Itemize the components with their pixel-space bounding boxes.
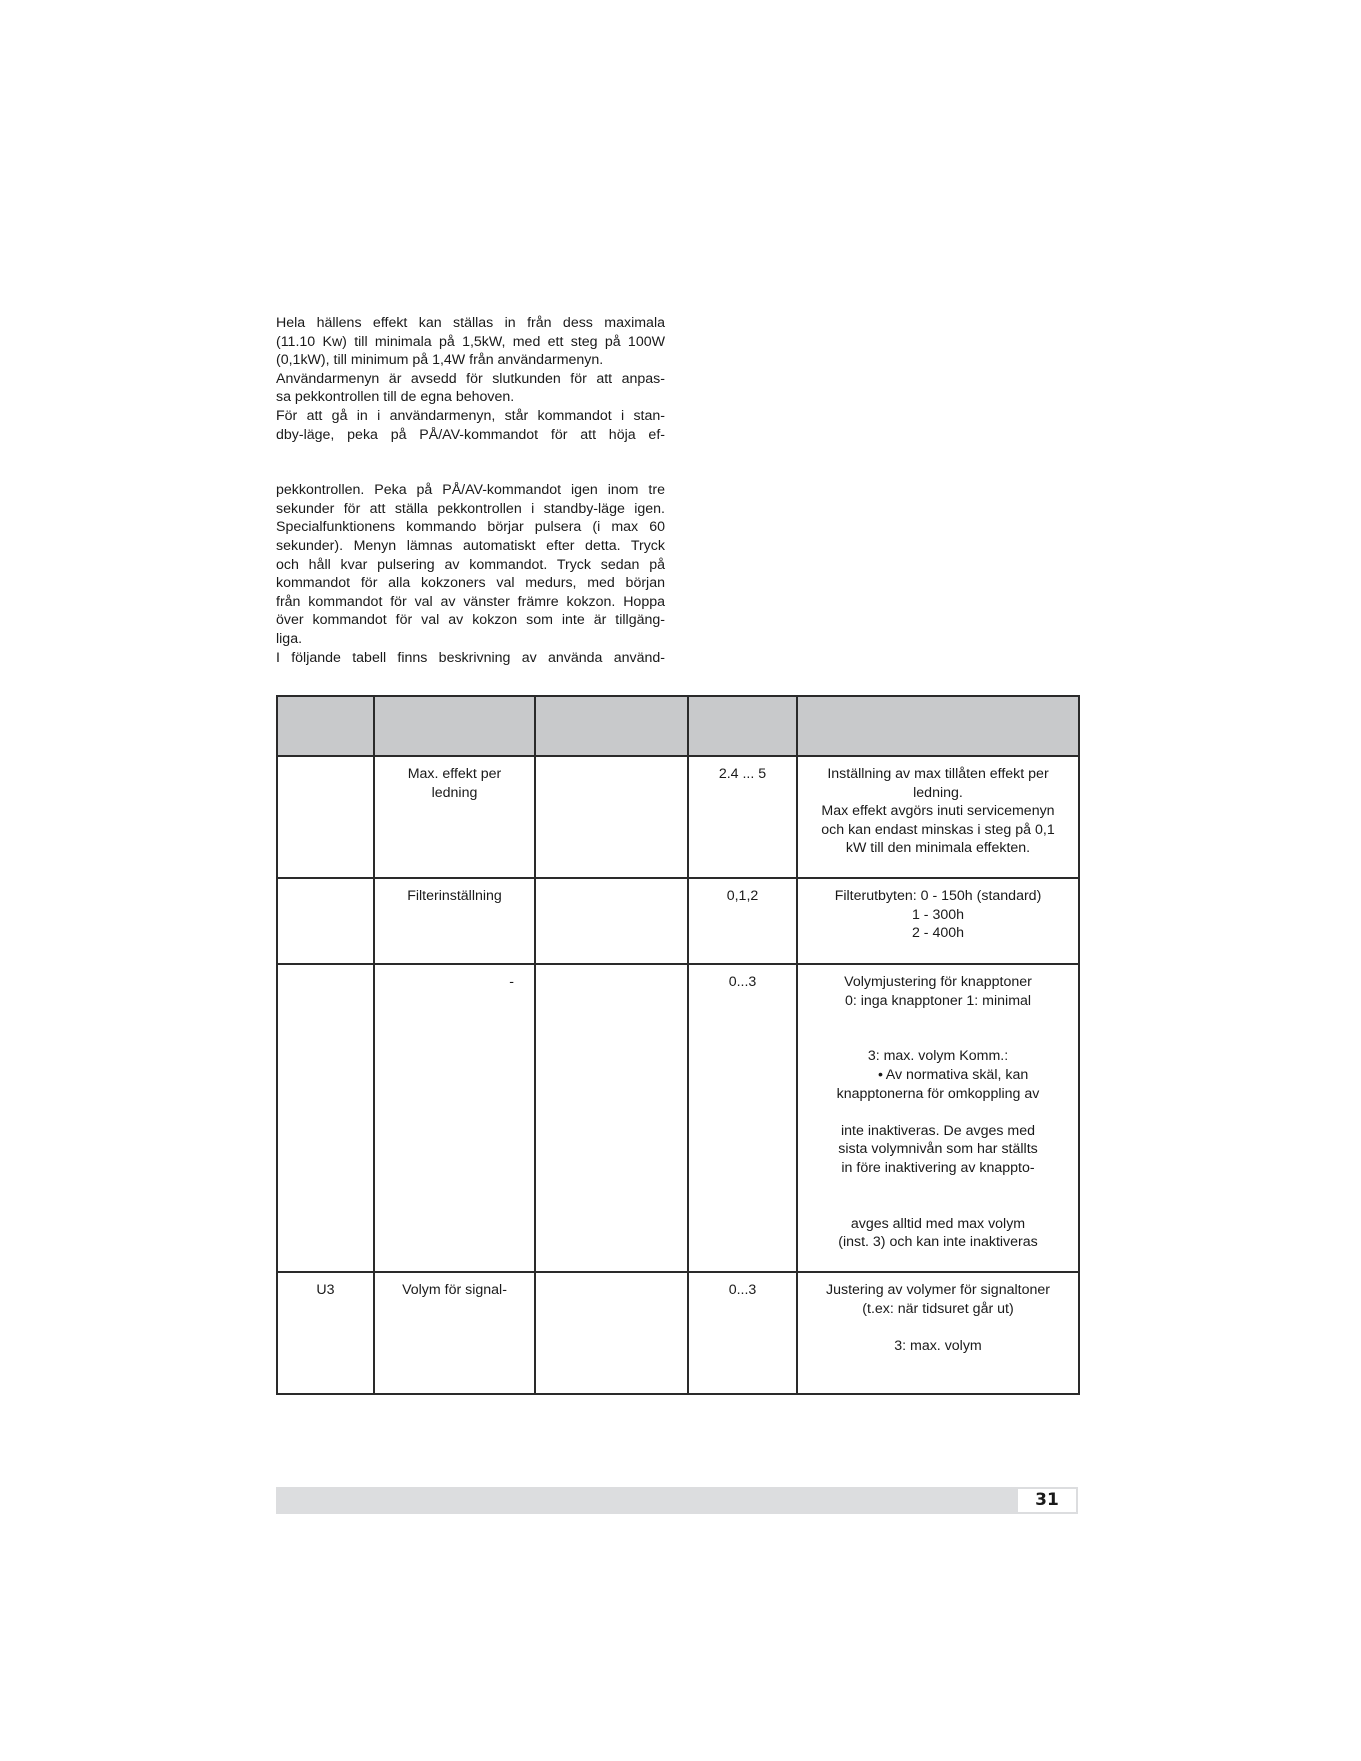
desc-line: Max effekt avgörs inuti servicemenyn [821,803,1055,820]
name-line: Max. effekt per [407,766,502,782]
intro-line: sekunder för att ställa pekkontrollen i standby-läge igen. [276,500,665,517]
desc-line: Av normativa skäl, kan [885,1066,1029,1083]
range-cell: 0...3 [688,964,797,1272]
intro-line: Hela hällens effekt kan ställas in från dess maximala [276,315,665,331]
empty-cell [535,878,688,964]
user-menu-table [276,695,1080,1395]
desc-line: 3: max. volym [894,1337,982,1354]
table-row [277,878,1079,964]
header-cell [374,696,535,756]
footer-bar [276,1487,1078,1514]
desc-cell [797,1272,1079,1394]
desc-line: ledning. [913,784,963,801]
intro-line: Specialfunktionens kommando börjar pulsera (i max 60 [276,519,665,536]
code-cell [277,756,374,878]
empty-cell [535,756,688,878]
intro-line: sekunder). Menyn lämnas automatiskt efter detta. Tryck [276,537,665,554]
desc-line: avges alltid med max volym [850,1215,1026,1232]
range-cell: 0,1,2 [688,878,797,964]
header-cell [797,696,1079,756]
intro-line: och håll kvar pulsering av kommandot. Tryck sedan på [276,556,665,573]
desc-line: kW till den minimala effekten. [845,840,1031,857]
intro-line: liga. [276,630,303,647]
header-cell [688,696,797,756]
desc-line: Justering av volymer för signaltoner [826,1282,1050,1298]
desc-line: knapptonerna för omkoppling av [836,1085,1040,1102]
desc-line: 0: inga knapptoner 1: minimal [844,992,1032,1009]
desc-line: Volymjustering för knapptoner [844,974,1032,990]
name-cell: Filterinställning [374,878,535,964]
desc-cell [797,878,1079,964]
empty-cell [535,964,688,1272]
intro-line: sa pekkontrollen till de egna behoven. [276,389,515,406]
code-cell: U3 [277,1272,374,1394]
intro-line: För att gå in i användarmenyn, står kommandot i stan- [276,407,665,424]
desc-line: inte inaktiveras. De avges med [841,1122,1035,1139]
table-row [277,756,1079,878]
desc-line: 1 - 300h [911,906,965,923]
empty-cell [535,1272,688,1394]
intro-line: över kommandot för val av kokzon som inte är tillgäng- [276,612,665,629]
table-row [277,964,1079,1272]
header-cell [277,696,374,756]
range-cell: 2.4 ... 5 [688,756,797,878]
table-header-row [277,696,1079,756]
name-cell: - [374,964,535,1272]
header-cell [535,696,688,756]
desc-line: Inställning av max tillåten effekt per [827,766,1049,782]
intro-line: kommandot för alla kokzoners val medurs, med början [276,575,665,592]
code-cell [277,964,374,1272]
bullet-icon: • [878,1066,883,1083]
desc-line: 3: max. volym Komm.: [867,1048,1009,1065]
name-cell: Volym för signal- [374,1272,535,1394]
intro-line: från kommandot för val av vänster främre kokzon. Hoppa [276,593,665,610]
intro-line: I följande tabell finns beskrivning av använda använd- [276,649,665,666]
intro-line: (11.10 Kw) till minimala på 1,5kW, med ett steg på 100W [276,333,665,350]
desc-line: (t.ex: när tidsuret går ut) [862,1300,1014,1317]
intro-text [276,314,665,667]
desc-line: in före inaktivering av knappto- [841,1159,1035,1176]
name-cell [374,756,535,878]
name-line: ledning [431,784,478,801]
code-cell [277,878,374,964]
desc-cell [797,756,1079,878]
desc-line: (inst. 3) och kan inte inaktiveras [838,1234,1038,1251]
page-number: 31 [1018,1489,1076,1512]
range-cell: 0...3 [688,1272,797,1394]
intro-line: (0,1kW), till minimum på 1,4W från användarmenyn. [276,352,604,369]
intro-line: pekkontrollen. Peka på PÅ/AV-kommandot igen inom tre [276,482,665,499]
desc-line: sista volymnivån som har ställts [838,1141,1038,1158]
table-row [277,1272,1079,1394]
desc-line: och kan endast minskas i steg på 0,1 [821,821,1055,838]
intro-line: dby-läge, peka på PÅ/AV-kommandot för att höja ef- [276,426,665,443]
intro-line: Användarmenyn är avsedd för slutkunden för att anpas- [276,370,665,387]
desc-line: 2 - 400h [911,925,965,942]
desc-bullet-line [798,1066,1078,1085]
desc-line: Filterutbyten: 0 - 150h (standard) [834,888,1042,904]
desc-cell [797,964,1079,1272]
